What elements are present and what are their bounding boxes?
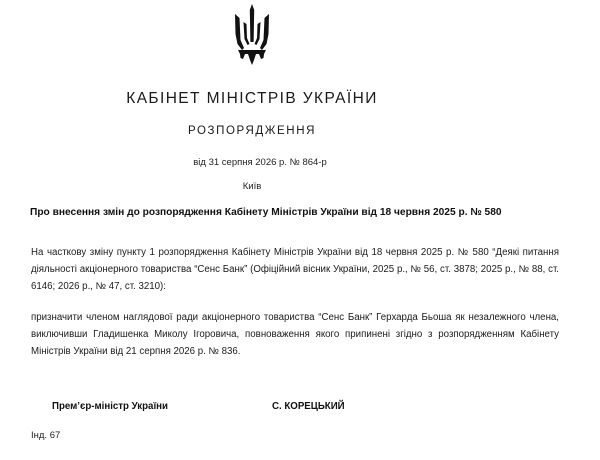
trident-emblem-icon [231,4,273,66]
organization-title: КАБІНЕТ МІНІСТРІВ УКРАЇНИ [126,90,378,107]
document-place: Київ [242,181,262,192]
document-type: РОЗПОРЯДЖЕННЯ [187,125,317,137]
body-paragraph-2: призначити членом наглядової ради акціонерного товариства “Сенс Банк” Герхарда Бьоша як незалежного члена, виключивши Гладишенка Миколу Ігоровича, повноваження якого припинені згідно з розпорядженням Кабінету Міністрів України від 21 серпня 2026 р. № 836. [31,312,559,358]
signatory-position: Прем’єр-міністр України [52,401,168,412]
document-index: Інд. 67 [31,430,61,441]
body-paragraph-1: На часткову зміну пункту 1 розпорядження Кабінету Міністрів України від 18 червня 2025 р. № 580 “Деякі питання діяльності акціонерного товариства “Сенс Банк” (Офіційний вісник України, 2025 р., № 56, ст. 3878; 2025 р., № 88, ст. 6146; 2026 р., № 47, ст. 3210): [31,247,559,293]
document-date: від 31 серпня 2026 р. № 864-р [193,157,327,168]
document-subject: Про внесення змін до розпорядження Кабінету Міністрів України від 18 червня 2025 р. № 580 [30,207,502,218]
signatory-name: С. КОРЕЦЬКИЙ [272,401,345,412]
